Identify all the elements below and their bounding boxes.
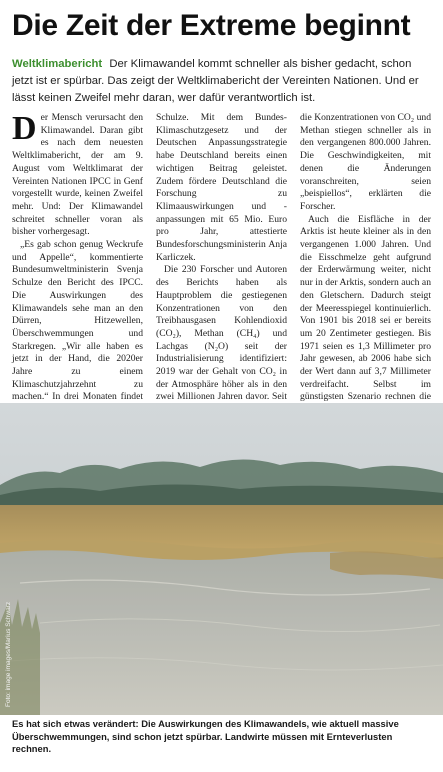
- paragraph: Auch die Eisfläche in der Arktis ist heute kleiner als in den vergangenen 1.000 Jahren. Und die Eisschmelze geht aufgrund der Erderwärmung weiter, nicht nur in der Arktis, sondern auch an den Gletschern. Dadurch steigt der Meeresspiegel kontinuierlich. Von 1901 bis 2018 sei er bereits um 20 Zentimeter gestiegen. Bis 1971 seien es 1,3 Millimeter pro Jahr gewesen, ab 2006 habe sich der Wert dann auf 3,7 Millimeter verdreifacht. Selbst im günstigsten Szenario rechnen die: [300, 213, 431, 403]
- intro-text: Der Klimawandel kommt schneller als bisher gedacht, schon jetzt ist er spürbar. Das zeigt der Weltklimabericht der Vereinten Nationen. Und er lässt keinen Zweifel mehr daran, wer dafür verantwortlich ist.: [12, 58, 419, 104]
- paragraph: Schulze. Mit dem Bundes-Klimaschutzgesetz und der Deutschen Anpassungsstrategie habe Deutschland bereits einen wichtigen Beitrag geleistet. Zudem fördere Deutschland die Forschung zu Klimaauswirkungen und -anpassungen mit 65 Mio. Euro pro Jahr, attestierte Bundesforschungsministerin Anja Karliczek.: [156, 112, 287, 263]
- photo-illustration: [0, 403, 443, 715]
- kicker-label: Weltklimabericht: [12, 58, 103, 70]
- paragraph: die Konzentrationen von CO₂ und Methan stiegen schneller als in den vergangenen 800.000 Jahren. Die Geschwindigkeiten, mit denen die Änderungen voranschreiten, seien „beispiellos“, erklärten die Forscher.: [300, 112, 431, 212]
- flooded-field-photo: [0, 403, 443, 715]
- article-column-3: [300, 112, 431, 403]
- paragraph: „Es gab schon genug Weckrufe und Appelle“, kommentierte Bundesumweltministerin Svenja Schulze den Bericht des IPCC. Die Auswirkungen des Klimawandels sehe man an den Dürren, Hitzewellen, Überschwemmungen und Starkregen. „Wir alle haben es jetzt in der Hand, die 2020er Jahre zu einem Klimaschutzjahrzehnt zu machen.“ In drei Monaten findet: [12, 239, 143, 403]
- photo-credit: Foto: image images/Marius Schwarz: [5, 601, 12, 707]
- article-body: [12, 110, 431, 403]
- intro-paragraph: [12, 56, 432, 107]
- paragraph: er Mensch verursacht den Klimawandel. Daran gibt es nach dem neuesten Weltklimabericht, der am 9. August vom Weltklimarat der Vereinten Nationen IPCC in Genf vorgestellt wurde, keinen Zweifel mehr. Und: Der Klimawandel schreitet schneller voran als bisher vorhergesagt.: [12, 112, 143, 238]
- article-column-2: [156, 112, 287, 403]
- photo-caption: Es hat sich etwas verändert: Die Auswirkungen des Klimawandels, wie aktuell massive Überschwemmungen, sind schon jetzt spürbar. Landwirte müssen mit Ernteverlusten rechnen.: [12, 718, 399, 755]
- article-column-1: [12, 110, 143, 403]
- paragraph: Die 230 Forscher und Autoren des Berichts haben als Hauptproblem die gestiegenen Konzentrationen von den Treibhausgasen Kohlendioxid (CO₂), Methan (CH₄) und Lachgas (N₂O) seit der Industrialisierung identifiziert: 2019 war der Gehalt von CO₂ in der Atmosphäre höher als in den zwei Millionen Jahren davor. Seit: [156, 264, 287, 403]
- headline: Die Zeit der Extreme beginnt: [12, 9, 411, 42]
- drop-cap: D: [12, 110, 37, 147]
